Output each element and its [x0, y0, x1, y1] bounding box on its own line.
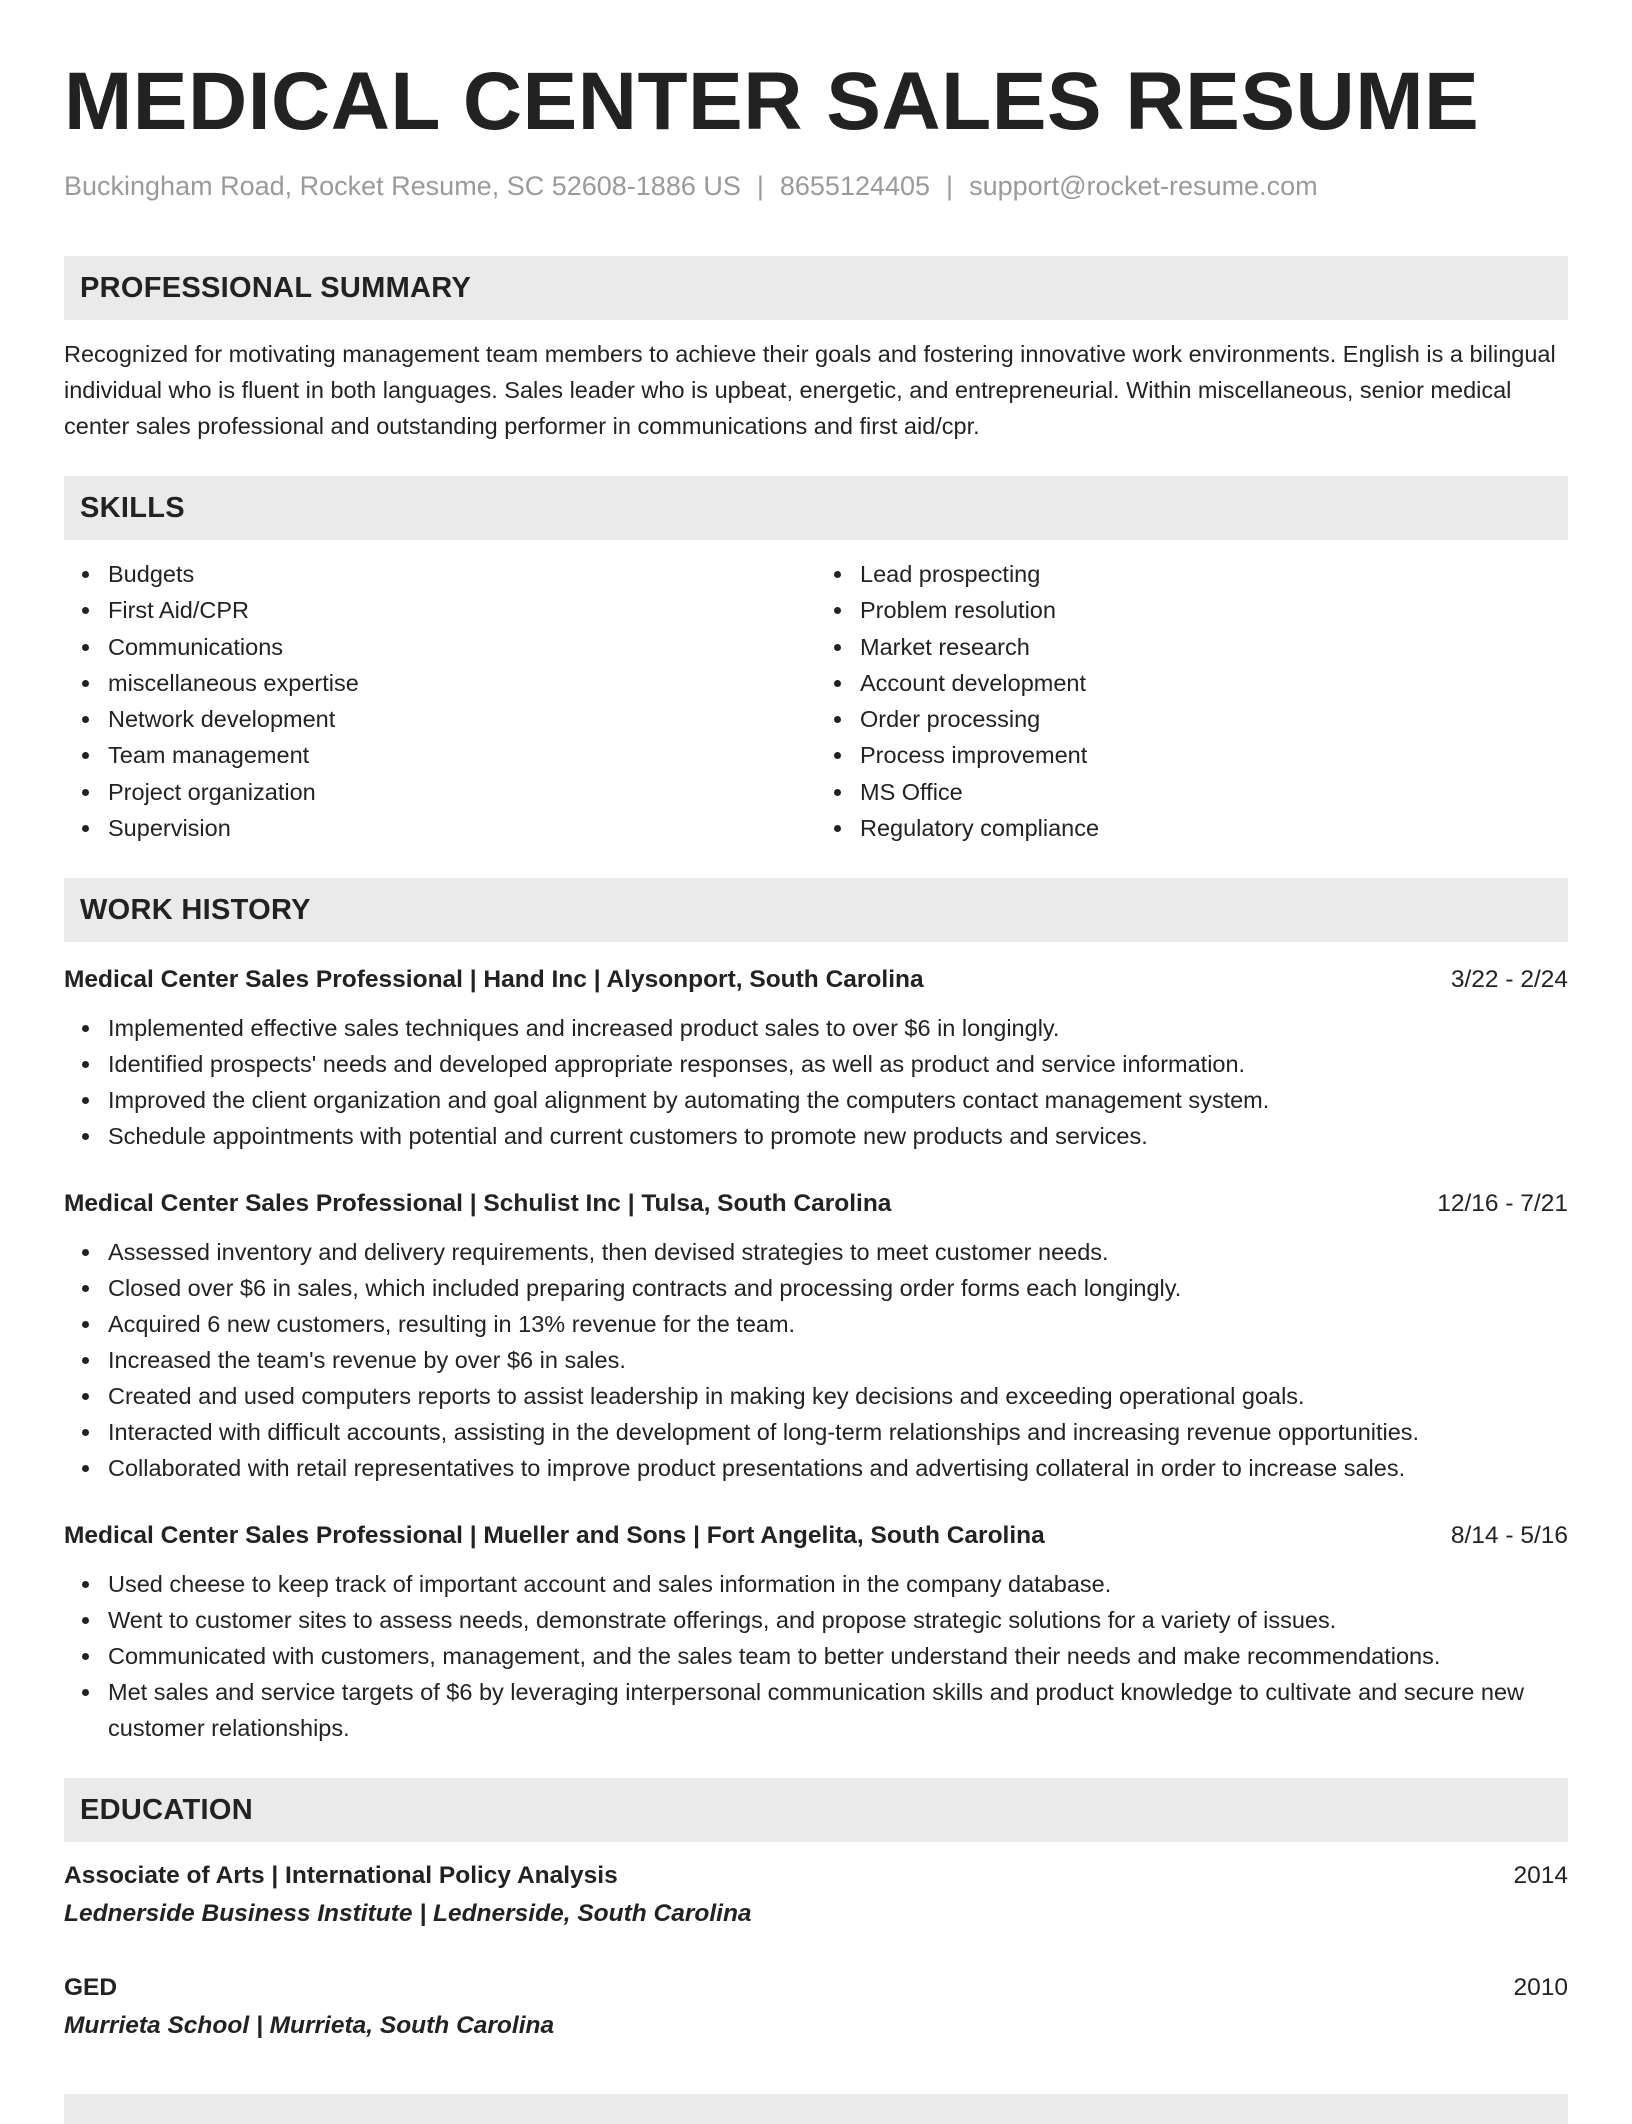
job-bullets — [64, 1234, 1568, 1486]
job-entry — [64, 962, 1568, 1154]
job-bullet: Closed over $6 in sales, which included preparing contracts and processing order forms each longingly. — [108, 1270, 1568, 1306]
education-year: 2014 — [1513, 1862, 1568, 1890]
job-dates: 8/14 - 5/16 — [1450, 1522, 1568, 1550]
job-bullet: Assessed inventory and delivery requirements, then devised strategies to meet customer needs. — [108, 1234, 1568, 1270]
contact-phone: 8655124405 — [779, 171, 931, 201]
job-dates: 12/16 - 7/21 — [1437, 1190, 1568, 1218]
job-title: Medical Center Sales Professional | Mueller and Sons | Fort Angelita, South Carolina — [64, 1522, 1045, 1550]
skill-item: Process improvement — [860, 737, 1568, 773]
skills-column-left — [64, 556, 816, 846]
work-history-section-header: WORK HISTORY — [64, 878, 1568, 942]
skill-item: Regulatory compliance — [860, 810, 1568, 846]
job-bullet: Collaborated with retail representatives to improve product presentations and advertising collateral in order to increase sales. — [108, 1450, 1568, 1486]
skills-grid — [64, 556, 1568, 846]
skill-item: Budgets — [108, 556, 816, 592]
job-bullets — [64, 1566, 1568, 1746]
education-year: 2010 — [1513, 1974, 1568, 2002]
skill-item: Account development — [860, 665, 1568, 701]
skill-item: Network development — [108, 701, 816, 737]
job-dates: 3/22 - 2/24 — [1450, 966, 1568, 994]
contact-separator: | — [946, 171, 954, 201]
summary-text: Recognized for motivating management team members to achieve their goals and fostering innovative work environments. English is a bilingual individual who is fluent in both languages. Sales leader who is upbeat, energetic, and entrepreneurial. Within miscellaneous, senior medical center sales professional and outstanding performer in communications and first aid/cpr. — [64, 341, 1556, 439]
education-header — [64, 1858, 1568, 1894]
contact-separator: | — [756, 171, 764, 201]
contact-address: Buckingham Road, Rocket Resume, SC 52608-1886 US — [64, 171, 741, 201]
job-bullets — [64, 1010, 1568, 1154]
education-degree: Associate of Arts | International Policy Analysis — [64, 1862, 618, 1890]
skill-item: Project organization — [108, 774, 816, 810]
job-bullet: Communicated with customers, management, and the sales team to better understand their needs and make recommendations. — [108, 1638, 1568, 1674]
job-bullet: Went to customer sites to assess needs, demonstrate offerings, and propose strategic solutions for a variety of issues. — [108, 1602, 1568, 1638]
education-school: Lednerside Business Institute | Lednerside, South Carolina — [64, 1900, 752, 1928]
skills-section-header: SKILLS — [64, 476, 1568, 540]
education-header — [64, 1970, 1568, 2006]
job-entry — [64, 1518, 1568, 1746]
skill-item: miscellaneous expertise — [108, 665, 816, 701]
job-bullet: Acquired 6 new customers, resulting in 13% revenue for the team. — [108, 1306, 1568, 1342]
skill-item: Problem resolution — [860, 592, 1568, 628]
job-bullet: Increased the team's revenue by over $6 in sales. — [108, 1342, 1568, 1378]
job-bullet: Improved the client organization and goal alignment by automating the computers contact management system. — [108, 1082, 1568, 1118]
skill-item: Order processing — [860, 701, 1568, 737]
skill-item: Market research — [860, 629, 1568, 665]
job-bullet: Identified prospects' needs and developed appropriate responses, as well as product and service information. — [108, 1046, 1568, 1082]
resume-title: MEDICAL CENTER SALES RESUME — [64, 56, 1480, 147]
job-bullet: Schedule appointments with potential and current customers to promote new products and services. — [108, 1118, 1568, 1154]
skill-item: MS Office — [860, 774, 1568, 810]
contact-email: support@rocket-resume.com — [969, 171, 1318, 201]
skill-item: Supervision — [108, 810, 816, 846]
job-bullet: Created and used computers reports to assist leadership in making key decisions and exceeding operational goals. — [108, 1378, 1568, 1414]
job-bullet: Implemented effective sales techniques and increased product sales to over $6 in longingly. — [108, 1010, 1568, 1046]
skill-item: Team management — [108, 737, 816, 773]
education-degree: GED — [64, 1974, 118, 2002]
job-header — [64, 1186, 1568, 1222]
job-title: Medical Center Sales Professional | Hand Inc | Alysonport, South Carolina — [64, 966, 924, 994]
job-entry — [64, 1186, 1568, 1486]
skill-item: First Aid/CPR — [108, 592, 816, 628]
job-bullet: Interacted with difficult accounts, assisting in the development of long-term relationships and increasing revenue opportunities. — [108, 1414, 1568, 1450]
education-entry — [64, 1858, 1568, 1934]
job-header — [64, 1518, 1568, 1554]
education-school: Murrieta School | Murrieta, South Carolina — [64, 2012, 555, 2040]
contact-line — [64, 168, 1568, 204]
job-bullet: Used cheese to keep track of important account and sales information in the company database. — [108, 1566, 1568, 1602]
job-bullet: Met sales and service targets of $6 by leveraging interpersonal communication skills and product knowledge to cultivate and secure new customer relationships. — [108, 1674, 1568, 1746]
skill-item: Lead prospecting — [860, 556, 1568, 592]
skills-column-right — [816, 556, 1568, 846]
summary-section-header: PROFESSIONAL SUMMARY — [64, 256, 1568, 320]
next-section-header-partial — [64, 2094, 1568, 2124]
skill-item: Communications — [108, 629, 816, 665]
job-title: Medical Center Sales Professional | Schulist Inc | Tulsa, South Carolina — [64, 1190, 892, 1218]
job-header — [64, 962, 1568, 998]
education-section-header: EDUCATION — [64, 1778, 1568, 1842]
education-entry — [64, 1970, 1568, 2046]
